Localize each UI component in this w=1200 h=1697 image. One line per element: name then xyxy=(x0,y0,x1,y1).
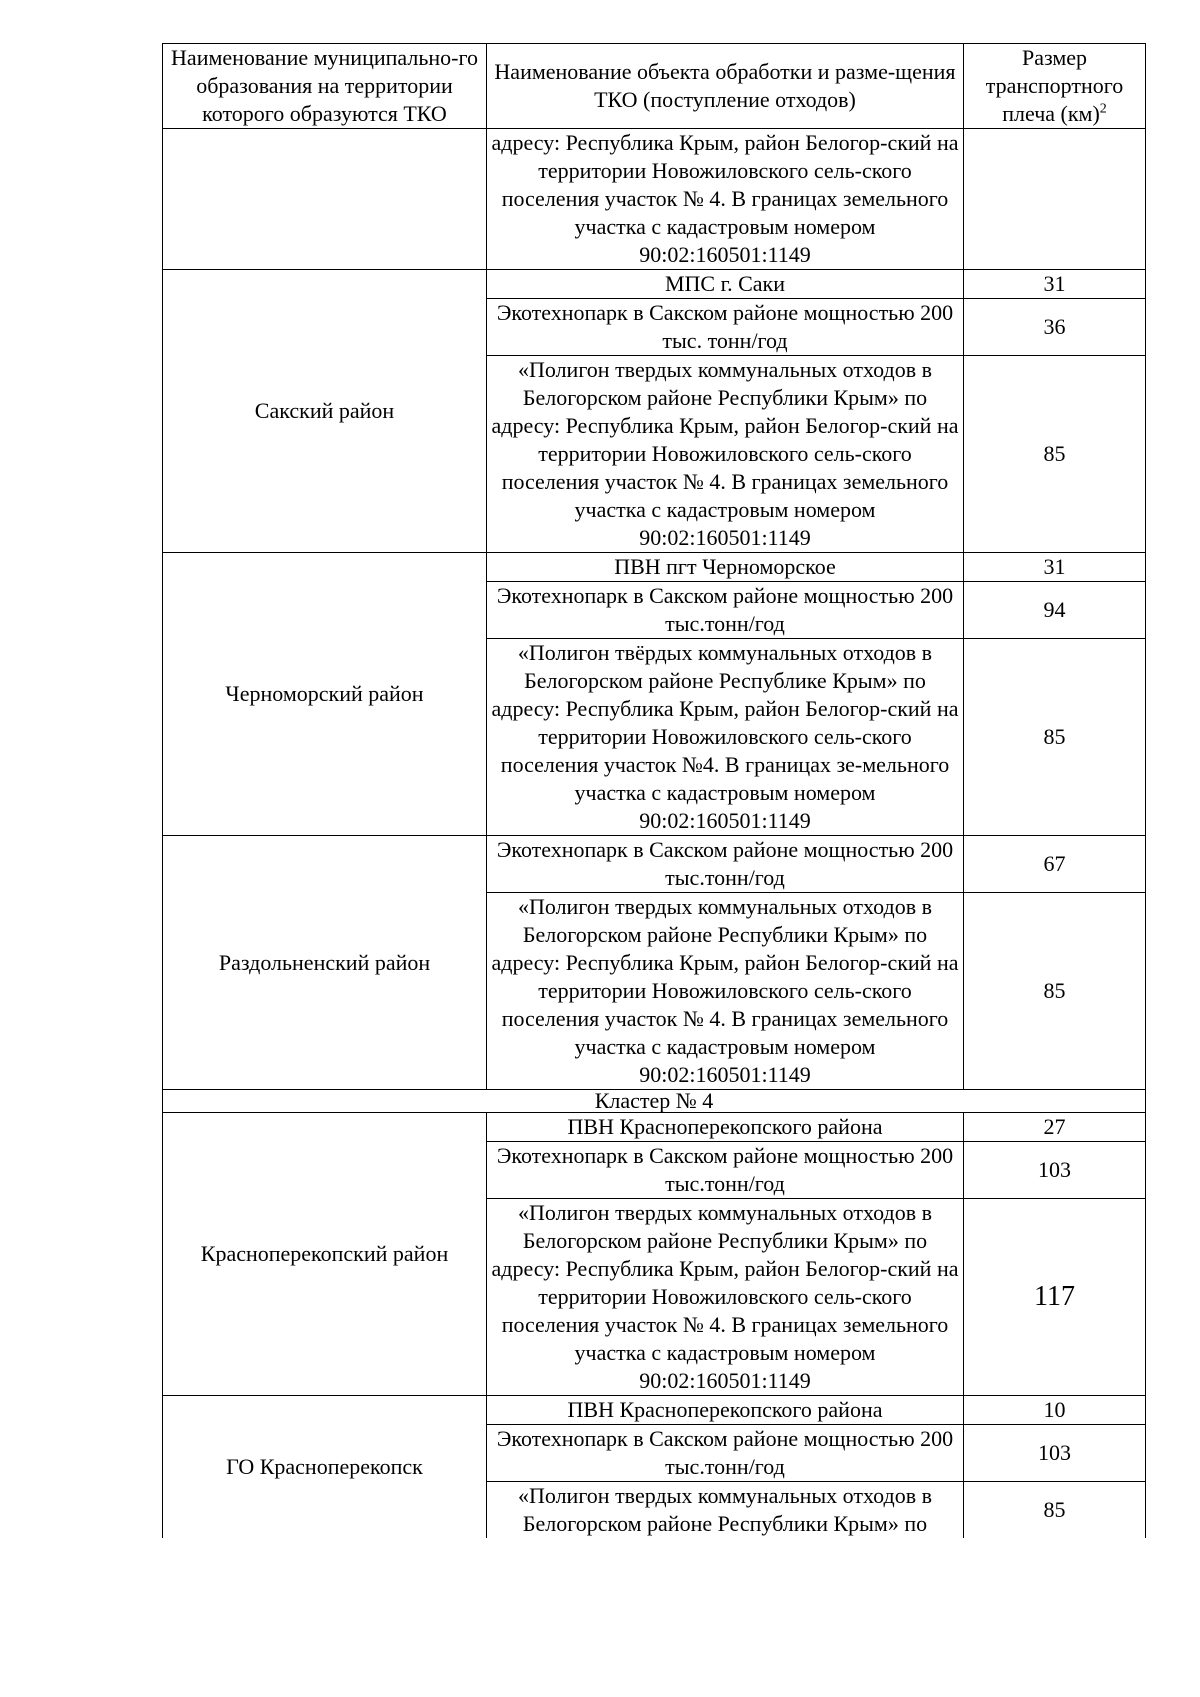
object-cell: Экотехнопарк в Сакском районе мощностью 200 тыс.тонн/год xyxy=(487,836,964,893)
header-distance-footnote: 2 xyxy=(1099,101,1107,117)
table-header-row xyxy=(163,44,1146,129)
distance-cell: 31 xyxy=(964,553,1146,582)
header-municipality: Наименование муниципально-го образования на территории которого образуются ТКО xyxy=(163,44,487,129)
district-cell: ГО Красноперекопск xyxy=(163,1396,487,1539)
object-cell: Экотехнопарк в Сакском районе мощностью 200 тыс.тонн/год xyxy=(487,1142,964,1199)
waste-transport-table xyxy=(162,43,1146,1538)
table-row xyxy=(163,1113,1146,1142)
object-cell: Экотехнопарк в Сакском районе мощностью 200 тыс. тонн/год xyxy=(487,299,964,356)
table-row xyxy=(163,129,1146,270)
distance-cell: 36 xyxy=(964,299,1146,356)
object-cell: ПВН Красноперекопского района xyxy=(487,1113,964,1142)
object-cell: МПС г. Саки xyxy=(487,270,964,299)
distance-cell: 103 xyxy=(964,1142,1146,1199)
cluster-header-row xyxy=(163,1090,1146,1113)
header-distance xyxy=(964,44,1146,129)
object-cell: «Полигон твердых коммунальных отходов в Белогорском районе Республики Крым» по адресу: Республика Крым, район Белогор-ский на территории Новожиловского сель-ского поселения участок № 4. В границах земельного участка с кадастровым номером 90:02:160501:1149 xyxy=(487,356,964,553)
header-object: Наименование объекта обработки и разме-щения ТКО (поступление отходов) xyxy=(487,44,964,129)
distance-cell: 85 xyxy=(964,1482,1146,1539)
distance-cell: 117 xyxy=(964,1199,1146,1396)
object-cell: Экотехнопарк в Сакском районе мощностью 200 тыс.тонн/год xyxy=(487,1425,964,1482)
object-cell: «Полигон твердых коммунальных отходов в Белогорском районе Республики Крым» по адресу: Республика Крым, район Белогор-ский на территории Новожиловского сель-ского поселения участок № 4. В границах земельного участка с кадастровым номером 90:02:160501:1149 xyxy=(487,1199,964,1396)
distance-cell: 85 xyxy=(964,893,1146,1090)
distance-cell: 31 xyxy=(964,270,1146,299)
district-cell: Сакский район xyxy=(163,270,487,553)
table-row xyxy=(163,836,1146,893)
district-cell: Черноморский район xyxy=(163,553,487,836)
table-row xyxy=(163,553,1146,582)
distance-cell: 67 xyxy=(964,836,1146,893)
distance-cell: 10 xyxy=(964,1396,1146,1425)
distance-cell: 85 xyxy=(964,639,1146,836)
distance-cell: 103 xyxy=(964,1425,1146,1482)
header-distance-label: Размер транспортного плеча (км) xyxy=(985,45,1124,126)
object-cell: «Полигон твердых коммунальных отходов в Белогорском районе Республики Крым» по адресу: Республика Крым, район Белогор-ский на территории Новожиловского сель-ского поселения участок № 4. В границах земельного участка с кадастровым номером 90:02:160501:1149 xyxy=(487,893,964,1090)
continuation-district xyxy=(163,129,487,270)
object-cell: «Полигон твердых коммунальных отходов в Белогорском районе Республики Крым» по xyxy=(487,1482,964,1539)
object-cell: «Полигон твёрдых коммунальных отходов в Белогорском районе Республике Крым» по адресу: Республика Крым, район Белогор-ский на территории Новожиловского сель-ского поселения участок №4. В границах зе-мельного участка с кадастровым номером 90:02:160501:1149 xyxy=(487,639,964,836)
continuation-object: адресу: Республика Крым, район Белогор-ский на территории Новожиловского сель-ского поселения участок № 4. В границах земельного участка с кадастровым номером 90:02:160501:1149 xyxy=(487,129,964,270)
cluster-title: Кластер № 4 xyxy=(163,1090,1146,1113)
continuation-distance xyxy=(964,129,1146,270)
object-cell: ПВН пгт Черноморское xyxy=(487,553,964,582)
distance-cell: 27 xyxy=(964,1113,1146,1142)
district-cell: Раздольненский район xyxy=(163,836,487,1090)
district-cell: Красноперекопский район xyxy=(163,1113,487,1396)
object-cell: ПВН Красноперекопского района xyxy=(487,1396,964,1425)
object-cell: Экотехнопарк в Сакском районе мощностью 200 тыс.тонн/год xyxy=(487,582,964,639)
distance-cell: 94 xyxy=(964,582,1146,639)
table-row xyxy=(163,1396,1146,1425)
table-row xyxy=(163,270,1146,299)
distance-cell: 85 xyxy=(964,356,1146,553)
